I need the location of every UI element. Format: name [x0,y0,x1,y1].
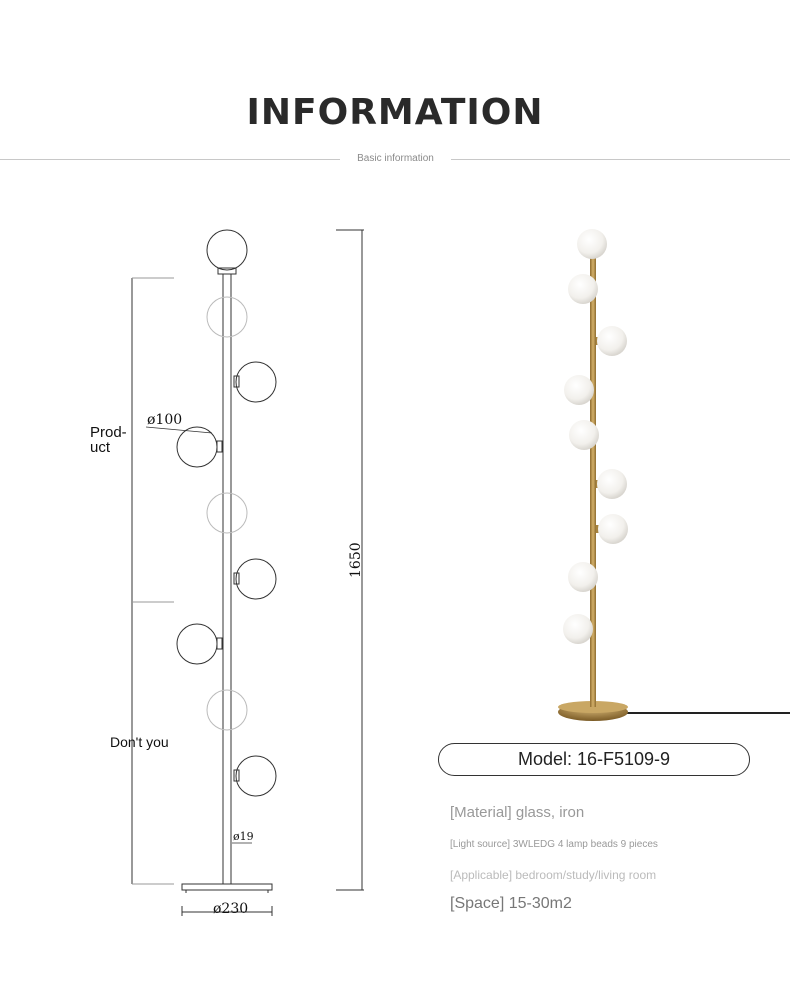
photo-globe-7 [598,514,628,544]
spec-space-key: [Space] [450,895,505,912]
spec-space [450,895,572,913]
spec-material [450,804,584,821]
photo-globe-4 [564,375,594,405]
photo-globe-2 [568,274,598,304]
photo-globe-5 [569,420,599,450]
photo-globe-1 [577,229,607,259]
spec-light-source [450,839,658,850]
pole-diameter-label: ø19 [233,830,254,843]
photo-globe-6 [597,469,627,499]
height-label: 1650 [348,542,364,578]
spec-material-key: [Material] [450,804,512,821]
base-diameter-label: ø230 [213,901,249,917]
page-title: INFORMATION [246,92,544,133]
spec-light-source-value: 3WLEDG 4 lamp beads 9 pieces [510,839,658,850]
spec-applicable-value: bedroom/study/living room [512,868,657,882]
product-label-line1: Prod- [90,424,127,441]
section-subtitle: Basic information [357,153,434,164]
lamp-pole [590,255,596,707]
model-badge: Model: 16-F5109-9 [438,743,750,776]
spec-material-value: glass, iron [511,804,585,821]
spec-space-value: 15-30m2 [504,895,572,912]
spec-light-source-key: [Light source] [450,839,511,850]
photo-globe-8 [568,562,598,592]
spec-applicable [450,868,656,882]
photo-globe-9 [563,614,593,644]
photo-globe-3 [597,326,627,356]
dont-you-label: Don't you [110,734,169,750]
product-label-line2: uct [90,439,111,456]
spec-applicable-key: [Applicable] [450,868,513,882]
ball-diameter-label: ø100 [147,412,183,428]
